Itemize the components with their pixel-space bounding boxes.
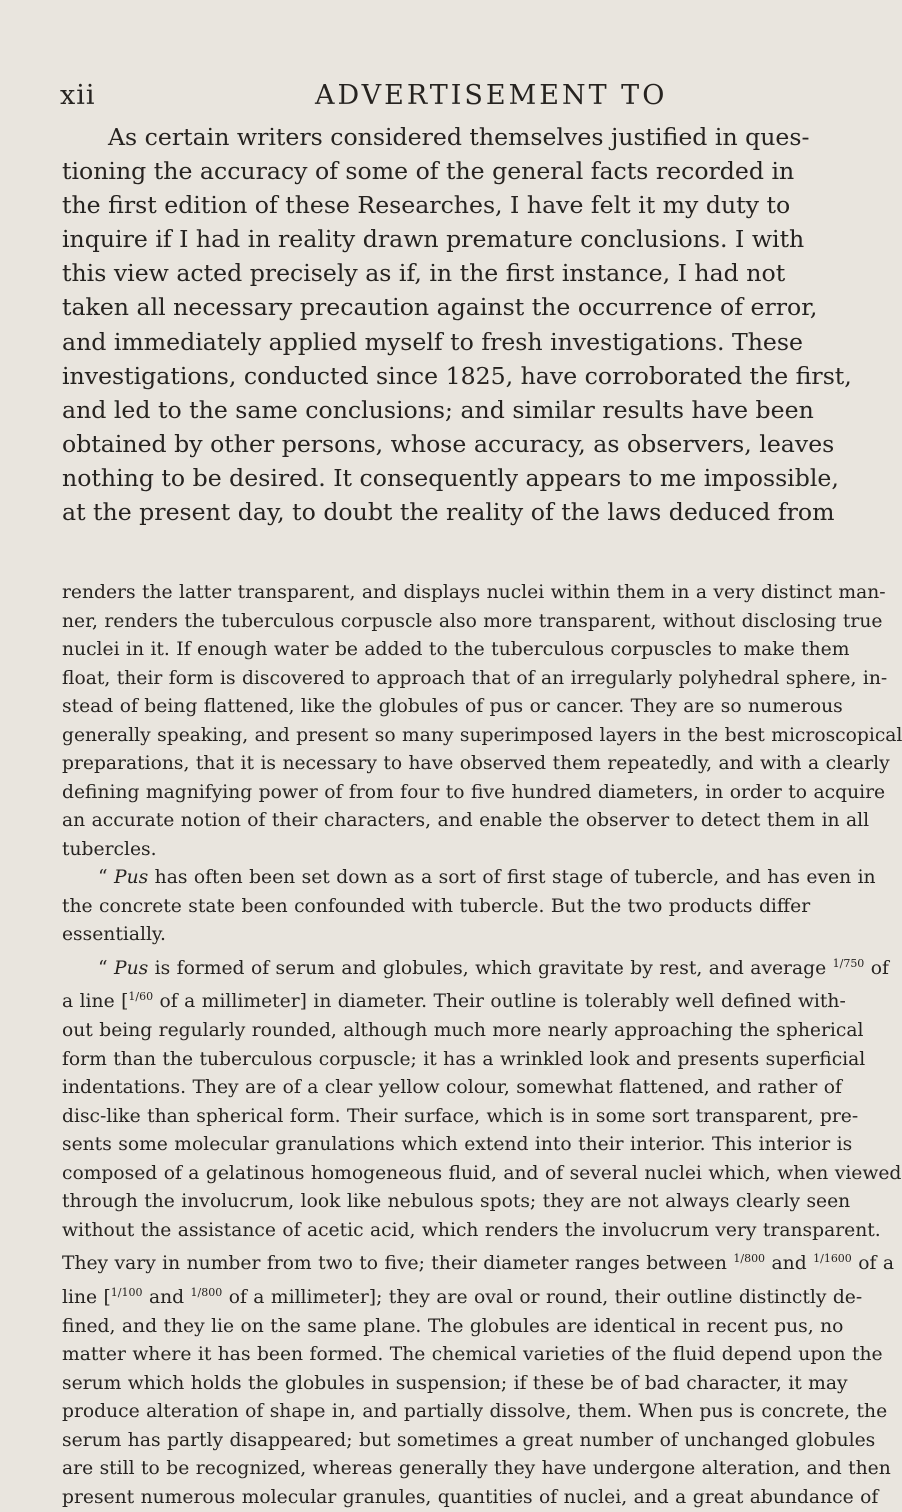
text-line: As certain writers considered themselves justified in ques-	[108, 123, 810, 151]
footnote-line: float, their form is discovered to approach that of an irregularly polyhedral sphere, in-	[62, 667, 888, 689]
fraction: 1/750	[832, 956, 865, 970]
footnote-line: fined, and they lie on the same plane. The globules are identical in recent pus, no	[62, 1315, 844, 1337]
footnote-line: “ Pus is formed of serum and globules, which gravitate by rest, and average $^{1/750}$ of	[98, 956, 889, 979]
text-line: tioning the accuracy of some of the general facts recorded in	[62, 157, 795, 186]
footnote-line: tubercles.	[62, 838, 157, 860]
footnote-line: the concrete state been confounded with tubercle. But the two products differ	[62, 895, 811, 917]
footnote-line: composed of a gelatinous homogeneous fluid, and of several nuclei which, when viewed	[62, 1162, 902, 1184]
italic-term: Pus	[114, 957, 149, 979]
footnote-line: ner, renders the tuberculous corpuscle also more transparent, without disclosing true	[62, 610, 883, 632]
fraction: 1/1600	[813, 1252, 852, 1266]
fraction: 1/800	[190, 1285, 223, 1299]
footnote-line: essentially.	[62, 924, 166, 946]
text-line: this view acted precisely as if, in the first instance, I had not	[62, 259, 786, 288]
footnote-line: renders the latter transparent, and displays nuclei within them in a very distinct man-	[62, 582, 886, 604]
footnote-line: line [$^{1/100}$ and $^{1/800}$ of a millimeter]; they are oval or round, their outline distinctly de-	[62, 1285, 863, 1309]
footnote-line: serum which holds the globules in suspension; if these be of bad character, it may	[62, 1372, 848, 1394]
footnote-line: an accurate notion of their characters, and enable the observer to detect them in all	[62, 810, 870, 832]
footnote-line: without the assistance of acetic acid, which renders the involucrum very transparent.	[62, 1219, 881, 1241]
footnote-line: matter where it has been formed. The chemical varieties of the fluid depend upon the	[62, 1344, 883, 1366]
text-line: obtained by other persons, whose accuracy, as observers, leaves	[62, 429, 835, 458]
fraction: 1/60	[128, 990, 154, 1004]
fraction: 1/100	[110, 1285, 143, 1299]
text-line: and led to the same conclusions; and similar results have been	[62, 395, 814, 424]
footnote-line: are still to be recognized, whereas generally they have undergone alteration, and then	[62, 1458, 891, 1480]
footnote-line: form than the tuberculous corpuscle; it has a wrinkled look and presents superficial	[62, 1048, 866, 1070]
page-header	[60, 80, 780, 124]
body-text	[62, 120, 902, 1512]
text-line: and immediately applied myself to fresh investigations. These	[62, 327, 803, 356]
footnote-line: preparations, that it is necessary to have observed them repeatedly, and with a clearly	[62, 753, 890, 775]
footnote-line: sents some molecular granulations which extend into their interior. This interior is	[62, 1134, 853, 1156]
footnote-line: defining magnifying power of from four to five hundred diameters, in order to acquire	[62, 781, 886, 803]
text-line: nothing to be desired. It consequently appears to me impossible,	[62, 463, 839, 492]
footnote-line: produce alteration of shape in, and partially dissolve, them. When pus is concrete, the	[62, 1401, 888, 1423]
footnote-line: indentations. They are of a clear yellow colour, somewhat flattened, and rather of	[62, 1077, 842, 1099]
footnote-line: out being regularly rounded, although much more nearly approaching the spherical	[62, 1020, 864, 1042]
footnote-line: They vary in number from two to five; their diameter ranges between $^{1/800}$ and $^{1/1600}$ of a	[62, 1252, 895, 1275]
text-line: investigations, conducted since 1825, have corroborated the first,	[62, 361, 852, 390]
footnote-line: “ Pus has often been set down as a sort of first stage of tubercle, and has even in	[98, 867, 876, 889]
fraction: 1/800	[733, 1252, 766, 1266]
footnote-line: present numerous molecular granules, quantities of nuclei, and a great abundance of	[62, 1486, 879, 1508]
footnote-line: stead of being flattened, like the globules of pus or cancer. They are so numerous	[62, 696, 843, 718]
footnote-line: disc-like than spherical form. Their surface, which is in some sort transparent, pre-	[62, 1105, 859, 1127]
text-line: inquire if I had in reality drawn premature conclusions. I with	[62, 225, 805, 254]
footnote-line: nuclei in it. If enough water be added to the tuberculous corpuscles to make them	[62, 639, 850, 661]
footnote-line: a line [$^{1/60}$ of a millimeter] in diameter. Their outline is tolerably well defined with-	[62, 990, 846, 1013]
italic-term: Pus	[114, 867, 149, 889]
page-number: xii	[60, 80, 96, 111]
footnote-block	[62, 579, 902, 1512]
running-head: ADVERTISEMENT TO	[315, 80, 668, 111]
footnote-line: serum has partly disappeared; but sometimes a great number of unchanged globules	[62, 1429, 876, 1451]
text-line: the first edition of these Researches, I have felt it my duty to	[62, 191, 791, 220]
footnote-line: through the involucrum, look like nebulous spots; they are not always clearly seen	[62, 1191, 851, 1213]
preface-paragraph	[62, 120, 852, 529]
text-line: at the present day, to doubt the reality of the laws deduced from	[62, 498, 835, 527]
footnote-line: generally speaking, and present so many superimposed layers in the best microscopical	[62, 724, 902, 746]
text-line: taken all necessary precaution against the occurrence of error,	[62, 293, 818, 322]
